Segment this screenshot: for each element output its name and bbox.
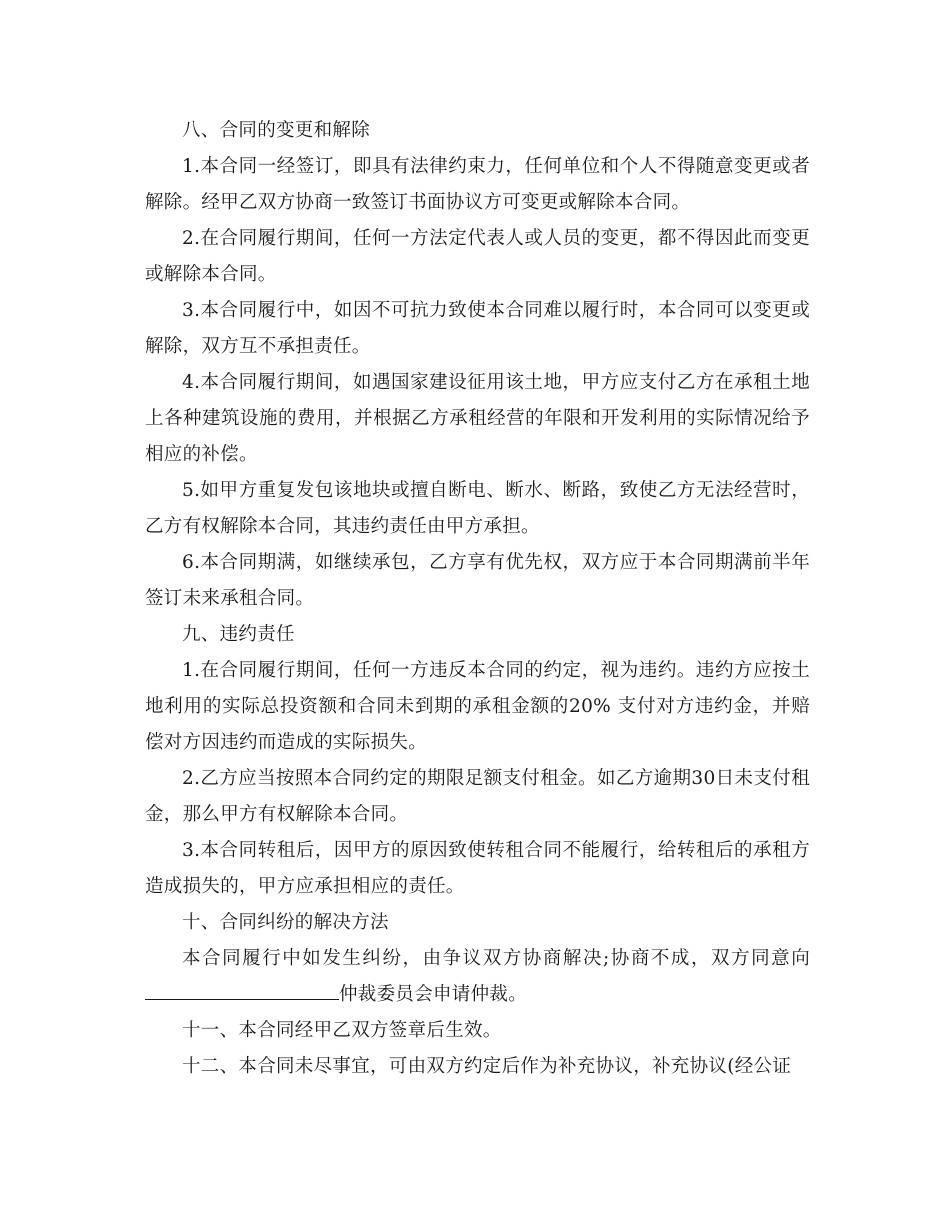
section-10-text bbox=[145, 941, 810, 1013]
section-8-item-1: 1.本合同一经签订，即具有法律约束力，任何单位和个人不得随意变更或者解除。经甲乙双方协商一致签订书面协议方可变更或解除本合同。 bbox=[145, 156, 810, 213]
section-12: 十二、本合同未尽事宜，可由双方约定后作为补充协议，补充协议(经公证 bbox=[182, 1056, 792, 1077]
section-8-item-5: 5.如甲方重复发包该地块或擅自断电、断水、断路，致使乙方无法经营时，乙方有权解除本合同，其违约责任由甲方承担。 bbox=[145, 480, 810, 537]
section-10-heading: 十、合同纠纷的解决方法 bbox=[182, 912, 389, 933]
section-8-item-3: 3.本合同履行中，如因不可抗力致使本合同难以履行时，本合同可以变更或解除，双方互不承担责任。 bbox=[145, 300, 810, 357]
section-9-item-3: 3.本合同转租后，因甲方的原因致使转租合同不能履行，给转租后的承租方造成损失的，甲方应承担相应的责任。 bbox=[145, 840, 810, 897]
contract-body bbox=[145, 113, 810, 1085]
section-11: 十一、本合同经甲乙双方签章后生效。 bbox=[182, 1020, 502, 1041]
section-10-text-after-blank: 仲裁委员会申请仲裁。 bbox=[339, 984, 528, 1005]
section-8-heading: 八、合同的变更和解除 bbox=[182, 120, 371, 141]
section-8-item-4: 4.本合同履行期间，如遇国家建设征用该土地，甲方应支付乙方在承租土地上各种建筑设施的费用，并根据乙方承租经营的年限和开发利用的实际情况给予相应的补偿。 bbox=[145, 372, 810, 465]
section-9-heading: 九、违约责任 bbox=[182, 624, 295, 645]
section-9-item-2: 2.乙方应当按照本合同约定的期限足额支付租金。如乙方逾期30日未支付租金，那么甲方有权解除本合同。 bbox=[145, 768, 810, 825]
section-10-text-before-blank: 本合同履行中如发生纠纷，由争议双方协商解决;协商不成，双方同意向 bbox=[182, 948, 810, 969]
arbitration-commission-blank bbox=[145, 977, 339, 1000]
section-8-item-6: 6.本合同期满，如继续承包，乙方享有优先权，双方应于本合同期满前半年签订未来承租合同。 bbox=[145, 552, 810, 609]
section-9-item-1: 1.在合同履行期间，任何一方违反本合同的约定，视为违约。违约方应按土地利用的实际总投资额和合同未到期的承租金额的20% 支付对方违约金，并赔偿对方因违约而造成的实际损失。 bbox=[145, 660, 810, 753]
section-8-item-2: 2.在合同履行期间，任何一方法定代表人或人员的变更，都不得因此而变更或解除本合同。 bbox=[145, 228, 810, 285]
